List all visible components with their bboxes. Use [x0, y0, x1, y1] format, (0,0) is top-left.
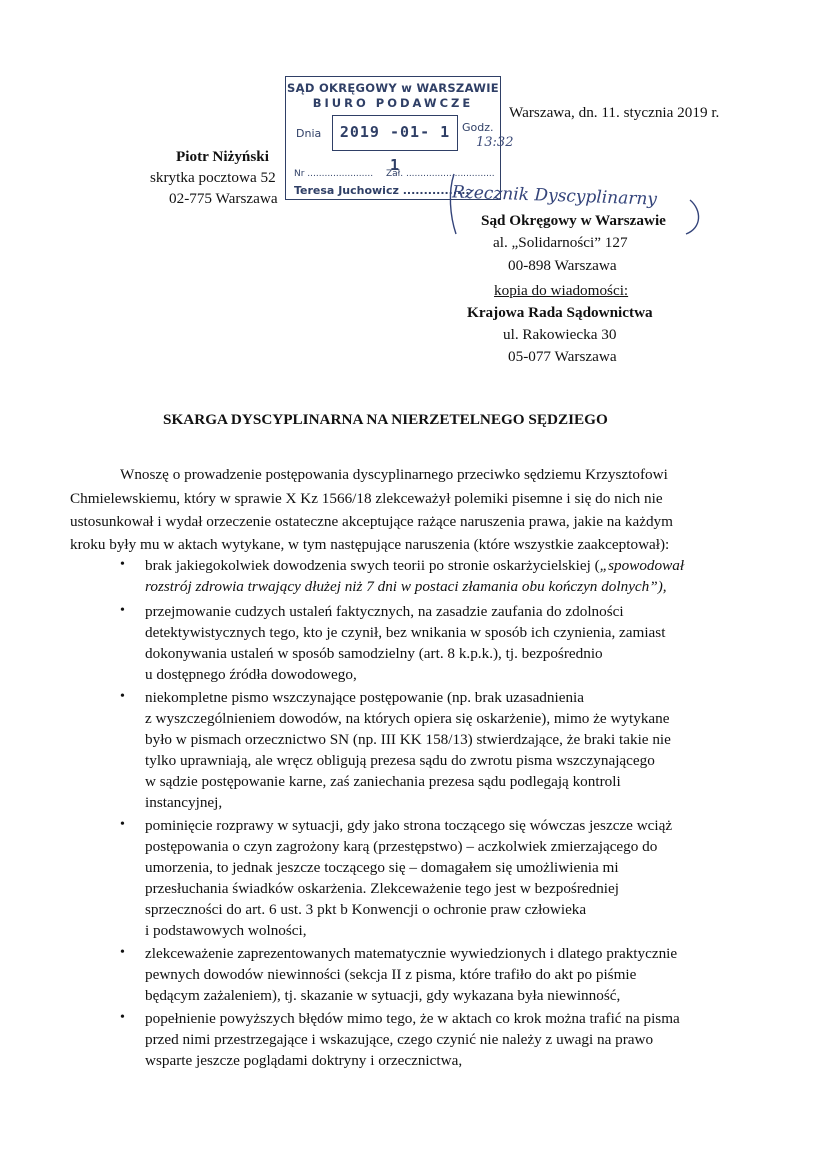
- stamp-date: 2019 -01- 1 1: [332, 115, 458, 151]
- bullet-5-line: będącym zażaleniem), tj. skazanie w sytuacji, gdy wykazana była niewinność,: [145, 987, 621, 1004]
- bullet-4-line: przesłuchania świadków oskarżenia. Zlekceważenie tego jest w bezpośredniej: [145, 880, 619, 897]
- place-date: Warszawa, dn. 11. stycznia 2019 r.: [509, 104, 720, 121]
- bullet-4-line: umorzenia, to jednak jeszcze toczącego się – domagałem się umożliwienia mi: [145, 859, 619, 876]
- sender-name: Piotr Niżyński: [176, 148, 269, 165]
- handwritten-note: Rzecznik Dyscyplinarny: [451, 182, 658, 210]
- intro-line: Wnoszę o prowadzenie postępowania dyscyplinarnego przeciwko sędziemu Krzysztofowi: [120, 466, 668, 483]
- bullet-5-line: zlekceważenie zaprezentowanych matematycznie wywiedzionych i dlatego praktycznie: [145, 945, 678, 962]
- stamp-title: SĄD OKRĘGOWY w WARSZAWIE: [287, 81, 499, 95]
- bullet-2-line: detektywistycznych tego, kto je czynił, bez wnikania w sposób ich czynienia, zamiast: [145, 624, 666, 641]
- bullet-5-line: pewnych dowodów niewinności (sekcja II z pisma, które trafiło do akt po piśmie: [145, 966, 637, 983]
- sender-address-line1: skrytka pocztowa 52: [150, 169, 276, 186]
- intro-line: Chmielewskiemu, który w sprawie X Kz 1566/18 zlekceważył polemiki pisemne i się do nich nie: [70, 490, 663, 507]
- bullet-1-text: brak jakiegokolwiek dowodzenia swych teorii po stronie oskarżycielskiej (: [145, 557, 600, 574]
- bullet-marker: •: [120, 817, 125, 832]
- bullet-6-line: wsparte jeszcze poglądami doktryny i orzecznictwa,: [145, 1052, 463, 1069]
- bullet-6-line: popełnienie powyższych błędów mimo tego, że w aktach co krok można trafić na pisma: [145, 1010, 680, 1027]
- bullet-2-line: przejmowanie cudzych ustaleń faktycznych, na zasadzie zaufania do zdolności: [145, 603, 624, 620]
- bullet-marker: •: [120, 1010, 125, 1025]
- bullet-marker: •: [120, 557, 125, 572]
- bullet-3-line: z wyszczególnieniem dowodów, na których opiera się oskarżenie), mimo że wytykane: [145, 710, 670, 727]
- cc-label: kopia do wiadomości:: [494, 282, 629, 299]
- stamp-time-label: Godz.: [462, 121, 494, 134]
- bullet-2-line: dokonywania ustaleń w sposób samodzielny (art. 8 k.p.k.), tj. bezpośrednio: [145, 645, 603, 662]
- bullet-3-line: w sądzie postępowanie karne, zaś zaniechania prezesa sądu podlegają kontroli: [145, 773, 621, 790]
- intro-line: kroku były mu w aktach wytykane, w tym następujące naruszenia (które wszystkie zaakceptował):: [70, 536, 670, 553]
- bullet-6-line: przed nimi przestrzegające i wskazujące, czego czynić nie należy z uwagi na prawo: [145, 1031, 654, 1048]
- stamp-subtitle: BIURO PODAWCZE: [312, 96, 474, 110]
- recipient-name: Sąd Okręgowy w Warszawie: [481, 212, 666, 229]
- bullet-3-line: niekompletne pismo wszczynające postępowanie (np. brak uzasadnienia: [145, 689, 585, 706]
- bullet-3-line: tylko uprawniają, ale wręcz obligują prezesa sądu do zwrotu pisma wszczynającego: [145, 752, 655, 769]
- stamp-date-label: Dnia: [296, 127, 322, 140]
- bullet-3-line: instancyjnej,: [145, 794, 223, 811]
- bullet-marker: •: [120, 945, 125, 960]
- bullet-4-line: i podstawowych wolności,: [145, 922, 307, 939]
- bullet-1-quote: „spowodował: [599, 557, 685, 574]
- stamp-number-field: Nr .......................: [294, 169, 374, 179]
- bullet-4-line: postępowania o czyn zagrożony karą (przestępstwo) – aczkolwiek zmierzającego do: [145, 838, 658, 855]
- recipient-address-line2: 00-898 Warszawa: [508, 257, 617, 274]
- stamp-time: 13:32: [476, 135, 514, 150]
- bullet-3-line: było w pismach orzecznictwo SN (np. III KK 158/13) stwierdzające, że braki takie nie: [145, 731, 671, 748]
- stamp-clerk-name: Teresa Juchowicz ................: [294, 184, 470, 197]
- bullet-4-line: pominięcie rozprawy w sytuacji, gdy jako strona toczącego się wówczas jeszcze wciąż: [145, 817, 673, 834]
- bullet-marker: •: [120, 689, 125, 704]
- cc-address-line1: ul. Rakowiecka 30: [503, 326, 617, 343]
- document-title: SKARGA DYSCYPLINARNA NA NIERZETELNEGO SĘDZIEGO: [163, 411, 608, 428]
- bullet-1-quote-cont: rozstrój zdrowia trwający dłużej niż 7 dni w postaci złamania obu kończyn dolnych”),: [145, 578, 667, 595]
- bullet-4-line: sprzeczności do art. 6 ust. 3 pkt b Konwencji o ochronie praw człowieka: [145, 901, 587, 918]
- intro-line: ustosunkował i wydał orzeczenie ostateczne akceptujące rażące naruszenia prawa, jakie na każdym: [70, 513, 673, 530]
- cc-name: Krajowa Rada Sądownictwa: [467, 304, 653, 321]
- bullet-1-line: [145, 555, 684, 577]
- bullet-2-line: u dostępnego źródła dowodowego,: [145, 666, 357, 683]
- recipient-address-line1: al. „Solidarności” 127: [493, 234, 628, 251]
- stamp-attachments-field: Zał. ...............................: [386, 169, 495, 179]
- cc-address-line2: 05-077 Warszawa: [508, 348, 617, 365]
- bullet-marker: •: [120, 603, 125, 618]
- sender-address-line2: 02-775 Warszawa: [169, 190, 278, 207]
- bullet-1-line: [145, 576, 667, 598]
